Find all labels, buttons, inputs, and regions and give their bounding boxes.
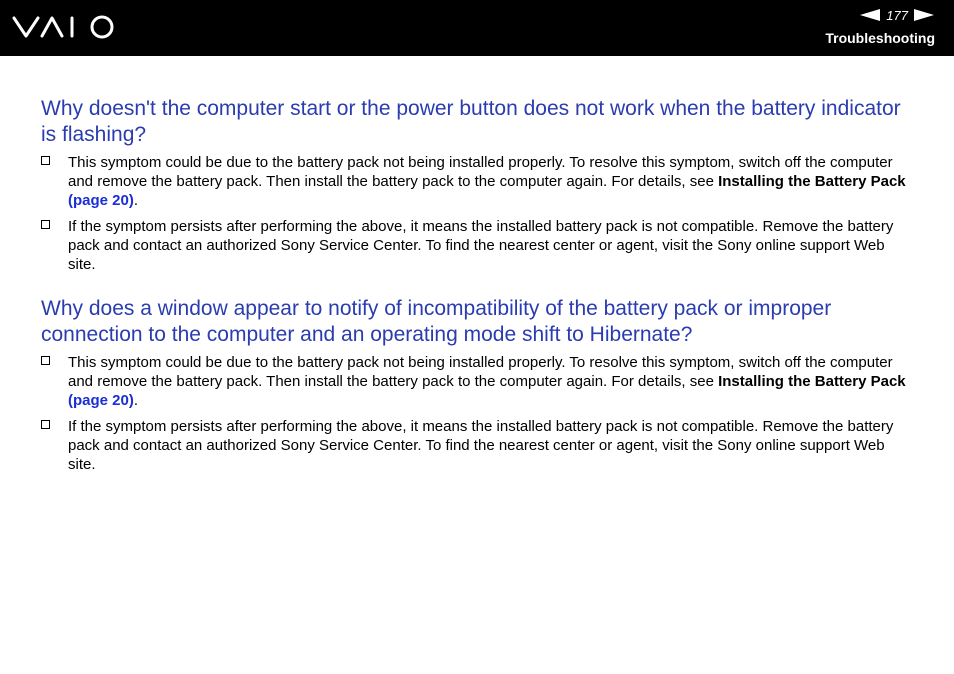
list-item: This symptom could be due to the battery pack not being installed properly. To resolve this symptom, switch off the computer and remove the battery pack. Then install the battery pack to the computer again. For details, see Installing the Battery Pack (page 20). bbox=[41, 353, 911, 410]
main-content bbox=[41, 96, 911, 496]
page-link[interactable]: (page 20) bbox=[68, 192, 134, 209]
answer-list-2 bbox=[41, 353, 911, 474]
question-heading-2: Why does a window appear to notify of incompatibility of the battery pack or improper connection to the computer and an operating mode shift to Hibernate? bbox=[41, 297, 832, 346]
list-item: If the symptom persists after performing the above, it means the installed battery pack is not compatible. Remove the battery pack and contact an authorized Sony Service Center. To find the nearest center or agent, visit the Sony online support Web site. bbox=[41, 217, 911, 274]
answer-list-1 bbox=[41, 153, 911, 274]
list-item: This symptom could be due to the battery pack not being installed properly. To resolve this symptom, switch off the computer and remove the battery pack. Then install the battery pack to the computer again. For details, see Installing the Battery Pack (page 20). bbox=[41, 153, 911, 210]
checkbox-bullet-icon bbox=[41, 220, 50, 229]
page-link[interactable]: (page 20) bbox=[68, 392, 134, 409]
previous-page-arrow-icon[interactable] bbox=[860, 9, 880, 21]
question-heading-1: Why doesn't the computer start or the power button does not work when the battery indicator is flashing? bbox=[41, 97, 901, 146]
checkbox-bullet-icon bbox=[41, 156, 50, 165]
vaio-logo bbox=[12, 14, 120, 40]
list-item: If the symptom persists after performing the above, it means the installed battery pack is not compatible. Remove the battery pack and contact an authorized Sony Service Center. To find the nearest center or agent, visit the Sony online support Web site. bbox=[41, 417, 911, 474]
page-number: 177 bbox=[886, 7, 908, 23]
page-header bbox=[0, 0, 954, 56]
svg-text:VAIO: VAIO bbox=[12, 14, 15, 15]
next-page-arrow-icon[interactable] bbox=[914, 9, 934, 21]
section-title: Troubleshooting bbox=[825, 30, 935, 46]
checkbox-bullet-icon bbox=[41, 420, 50, 429]
page-navigation bbox=[860, 7, 934, 23]
checkbox-bullet-icon bbox=[41, 356, 50, 365]
